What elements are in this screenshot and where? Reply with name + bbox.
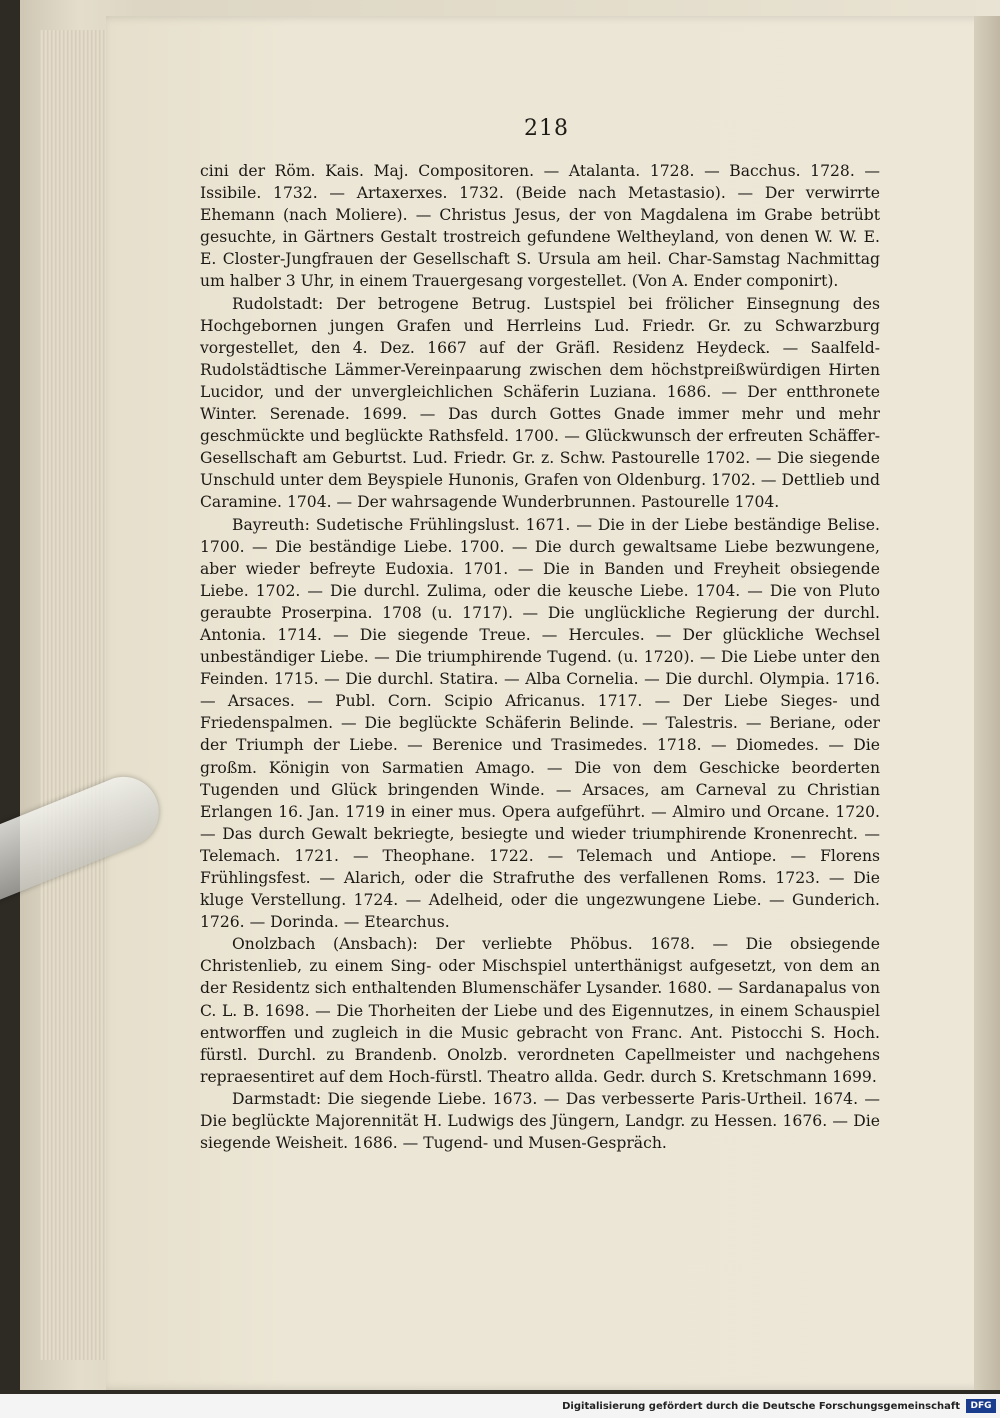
page-edge [974, 16, 1000, 1390]
paragraph-rudolstadt: Rudolstadt: Der betrogene Betrug. Lustspiel bei frölicher Einsegnung des Hochgebornen jungen Grafen und Herrleins Lud. Friedr. Gr. zu Schwarzburg vorgestellet, den 4. Dez. 1667 auf der Gräfl. Residenz Heydeck. — Saalfeld-Rudolstädtische Lämmer-Vereinpaarung zwischen dem höchstpreißwürdigen Hirten Lucidor, und der unvergleichlichen Schäferin Luziana. 1686. — Der entthronete Winter. Serenade. 1699. — Das durch Gottes Gnade immer mehr und mehr geschmückte und beglückte Rathsfeld. 1700. — Glückwunsch der erfreuten Schäffer-Gesellschaft am Geburtst. Lud. Friedr. Gr. z. Schw. Pastourelle 1702. — Die siegende Unschuld unter dem Beyspiele Hunonis, Grafen von Oldenburg. 1702. — Dettlieb und Caramine. 1704. — Der wahrsagende Wunderbrunnen. Pastourelle 1704. [200, 294, 880, 512]
paragraph-bayreuth: Bayreuth: Sudetische Frühlingslust. 1671. — Die in der Liebe beständige Belise. 1700. — Die beständige Liebe. 1700. — Die durch gewaltsame Liebe bezwungene, aber wieder befreyte Eudoxia. 1701. — Die in Banden und Freyheit obsiegende Liebe. 1702. — Die durchl. Zulima, oder die keusche Liebe. 1704. — Die von Pluto geraubte Proserpina. 1708 (u. 1717). — Die unglückliche Regierung der durchl. Antonia. 1714. — Die siegende Treue. — Hercules. — Der glückliche Wechsel unbeständiger Liebe. — Die triumphirende Tugend. (u. 1720). — Die Liebe unter den Feinden. 1715. — Die durchl. Statira. — Alba Cornelia. — Die durchl. Olympia. 1716. — Arsaces. — Publ. Corn. Scipio Africanus. 1717. — Der Liebe Sieges- und Friedenspalmen. — Die beglückte Schäferin Belinde. — Talestris. — Beriane, oder der Triumph der Liebe. — Berenice und Trasimedes. 1718. — Diomedes. — Die großm. Königin von Sarmatien Amago. — Die von dem Geschicke beorderten Tugenden und Glück bringenden Winde. — Arsaces, am Carneval zu Christian Erlangen 16. Jan. 1719 in einer mus. Opera aufgeführt. — Almiro und Orcane. 1720. — Das durch Gewalt bekriegte, besiegte und wieder triumphirende Kronenrecht. — Telemach. 1721. — Theophane. 1722. — Telemach und Antiope. — Florens Frühlingsfest. — Alarich, oder die Strafruthe des verfallenen Roms. 1723. — Die kluge Verstellung. 1724. — Adelheid, oder die ungezwungene Liebe. — Gunderich. 1726. — Dorinda. — Etearchus. [200, 515, 880, 932]
page-number: 218 [524, 116, 569, 141]
dfg-logo-icon: DFG [966, 1399, 996, 1413]
paragraph: cini der Röm. Kais. Maj. Compositoren. — Atalanta. 1728. — Bacchus. 1728. — Issibile. 1732. — Artaxerxes. 1732. (Beide nach Metastasio). — Der verwirrte Ehemann (nach Moliere). — Christus Jesus, der von Magdalena im Grabe betrübt gesuchte, in Gärtners Gestalt trostreich gefundene Weltheyland, von denen W. W. E. E. Closter-Jungfrauen der Gesellschaft S. Ursula am heil. Char-Samstag Nachmittag um halber 3 Uhr, in einem Trauergesang vorgestellet. (Von A. Ender componirt). [200, 162, 880, 291]
paragraph-onolzbach: Onolzbach (Ansbach): Der verliebte Phöbus. 1678. — Die obsiegende Christenlieb, zu einem Sing- oder Mischspiel unterthänigst aufgesetzt, von dem an der Residentz sich enthaltenden Blumenschäfer Lysander. 1680. — Sardanapalus von C. L. B. 1698. — Die Thorheiten der Liebe und des Eigennutzes, in einem Schauspiel entworffen und zugleich in die Music gebracht von Franc. Ant. Pistocchi S. Hoch. fürstl. Durchl. zu Brandenb. Onolzb. verordneten Capellmeister und nachgehens repraesentiret auf dem Hoch-fürstl. Theatro allda. Gedr. durch S. Kretschmann 1699. [200, 935, 880, 1086]
footer-bar [0, 1394, 1000, 1418]
page-text [200, 160, 880, 1154]
footer-credit: Digitalisierung gefördert durch die Deutsche Forschungsgemeinschaft [562, 1400, 960, 1412]
paragraph-darmstadt: Darmstadt: Die siegende Liebe. 1673. — Das verbesserte Paris-Urtheil. 1674. — Die beglückte Majorennität H. Ludwigs des Jüngern, Landgr. zu Hessen. 1676. — Die siegende Weisheit. 1686. — Tugend- und Musen-Gespräch. [200, 1089, 880, 1153]
page-stack [40, 30, 110, 1360]
